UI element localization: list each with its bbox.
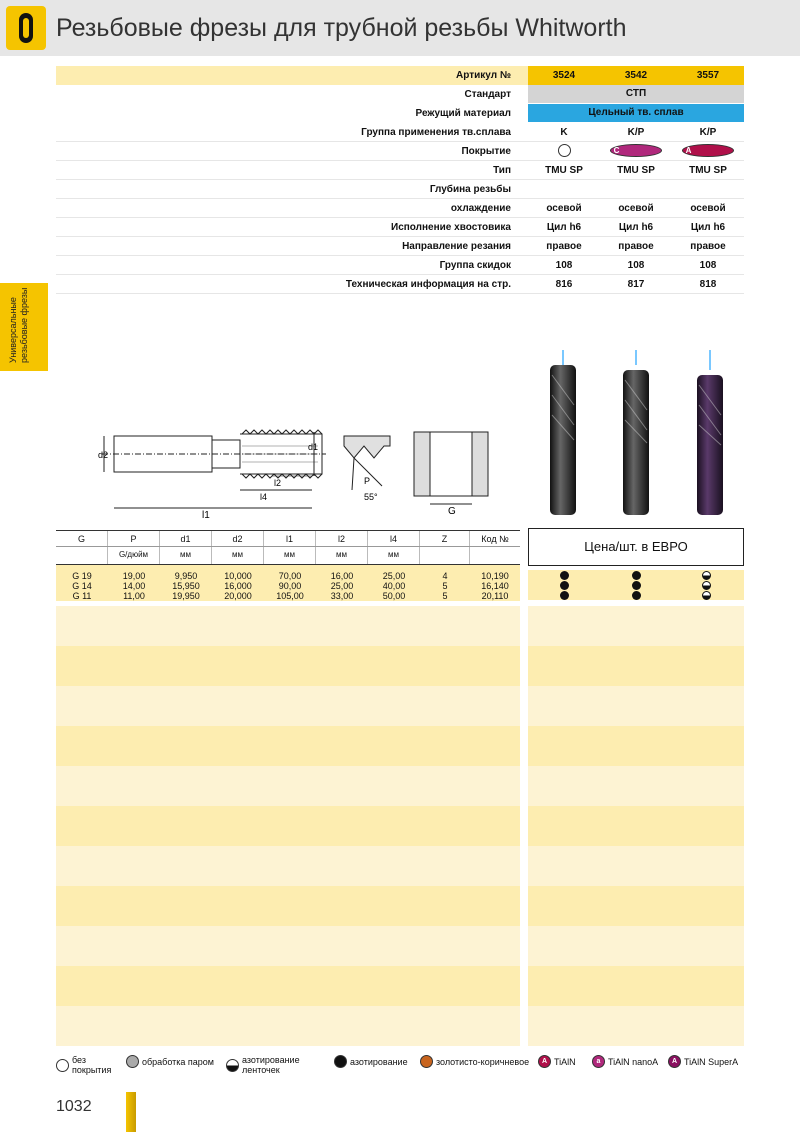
availability-grid <box>528 570 744 600</box>
legend-item: азотирование <box>334 1055 408 1068</box>
price-header: Цена/шт. в ЕВРО <box>528 528 744 566</box>
properties-table <box>56 66 744 294</box>
article-value: 3524 <box>552 70 576 81</box>
nitride-icon <box>334 1055 347 1068</box>
legend-item: золотисто-коричневое <box>420 1055 529 1068</box>
table-header: G P d1 d2 l1 l2 l4 Z Код № <box>56 530 520 547</box>
tialn-icon: A <box>538 1055 551 1068</box>
empty-rows <box>56 606 744 1046</box>
coating-legend <box>56 1055 756 1077</box>
nitride-strip-icon <box>702 581 711 590</box>
gold-brown-icon <box>420 1055 433 1068</box>
legend-item: a TiAlN nanoA <box>592 1055 658 1068</box>
section-tab-label: Универсальные резьбовые фрезы <box>8 287 29 363</box>
tool-photo-3542 <box>623 370 649 515</box>
dimensions-table <box>56 530 520 601</box>
coating-a-icon: A <box>682 144 734 157</box>
angle-label: 55° <box>364 492 378 502</box>
techinfo-link[interactable]: 818 <box>699 279 717 290</box>
direction-row: Направление резания правое правое правое <box>56 237 744 256</box>
nitride-strip-icon <box>702 591 711 600</box>
table-row: G 19 19,00 9,950 10,000 70,00 16,00 25,00 4 10,190 <box>56 571 520 581</box>
coating-row: Покрытие C A <box>56 142 744 161</box>
shank-row: Исполнение хвостовика Цил h6 Цил h6 Цил h6 <box>56 218 744 237</box>
nitride-strip-icon <box>702 571 711 580</box>
material-value: Цельный тв. сплав <box>528 104 744 122</box>
steam-icon <box>126 1055 139 1068</box>
availability-row <box>528 590 744 600</box>
cooling-row: охлаждение осевой осевой осевой <box>56 199 744 218</box>
tialn-super-icon: A <box>668 1055 681 1068</box>
nitride-icon <box>560 591 569 600</box>
l4-label: l4 <box>260 492 268 502</box>
l1-label: l1 <box>202 510 210 520</box>
page-number: 1032 <box>56 1098 92 1115</box>
nitride-icon <box>560 581 569 590</box>
legend-item: без покрытия <box>56 1055 120 1075</box>
table-row: G 14 14,00 15,950 16,000 90,00 25,00 40,00 5 16,140 <box>56 581 520 591</box>
nitride-icon <box>632 591 641 600</box>
discount-row: Группа скидок 108 108 108 <box>56 256 744 275</box>
uncoated-icon <box>56 1059 69 1072</box>
article-value: 3542 <box>624 70 648 81</box>
product-photos <box>530 345 744 520</box>
standard-row: Стандарт СТП <box>56 85 744 104</box>
nitride-icon <box>632 581 641 590</box>
footer-bar <box>126 1092 136 1132</box>
g-label: G <box>448 506 456 517</box>
tool-photo-3557 <box>697 375 723 515</box>
article-row: Артикул № 3524 3542 3557 <box>56 66 744 85</box>
nitride-icon <box>560 571 569 580</box>
standard-value: СТП <box>528 85 744 103</box>
brand-logo <box>6 6 46 50</box>
table-row: G 11 11,00 19,950 20,000 105,00 33,00 50,00 5 20,110 <box>56 591 520 601</box>
legend-item: A TiAlN SuperA <box>668 1055 738 1068</box>
tool-photo-3524 <box>550 365 576 515</box>
nitride-strip-icon <box>226 1059 239 1072</box>
techinfo-link[interactable]: 817 <box>627 279 645 290</box>
legend-item: обработка паром <box>126 1055 214 1068</box>
nitride-icon <box>632 571 641 580</box>
legend-item: азотирование ленточек <box>226 1055 322 1075</box>
d1-label: d1 <box>308 442 319 452</box>
group-row: Группа применения тв.сплава K K/P K/P <box>56 123 744 142</box>
l2-label: l2 <box>274 478 282 488</box>
section-tab[interactable] <box>0 283 48 371</box>
table-units: G/дюйм мм мм мм мм мм <box>56 547 520 565</box>
tool-drawing <box>92 420 512 520</box>
availability-row <box>528 570 744 580</box>
d2-label: d2 <box>98 450 109 460</box>
legend-item: A TiAlN <box>538 1055 576 1068</box>
techinfo-row: Техническая информация на стр. 816 817 818 <box>56 275 744 294</box>
coating-c-icon: C <box>610 144 662 157</box>
pitch-label: P <box>364 476 371 486</box>
tialn-nano-icon: a <box>592 1055 605 1068</box>
article-value: 3557 <box>696 70 720 81</box>
type-row: Тип TMU SP TMU SP TMU SP <box>56 161 744 180</box>
availability-row <box>528 580 744 590</box>
depth-row: Глубина резьбы <box>56 180 744 199</box>
uncoated-icon <box>558 144 571 157</box>
techinfo-link[interactable]: 816 <box>555 279 573 290</box>
material-row: Режущий материал Цельный тв. сплав <box>56 104 744 123</box>
page-title: Резьбовые фрезы для трубной резьбы Whitworth <box>56 14 627 42</box>
page-header <box>0 0 800 56</box>
